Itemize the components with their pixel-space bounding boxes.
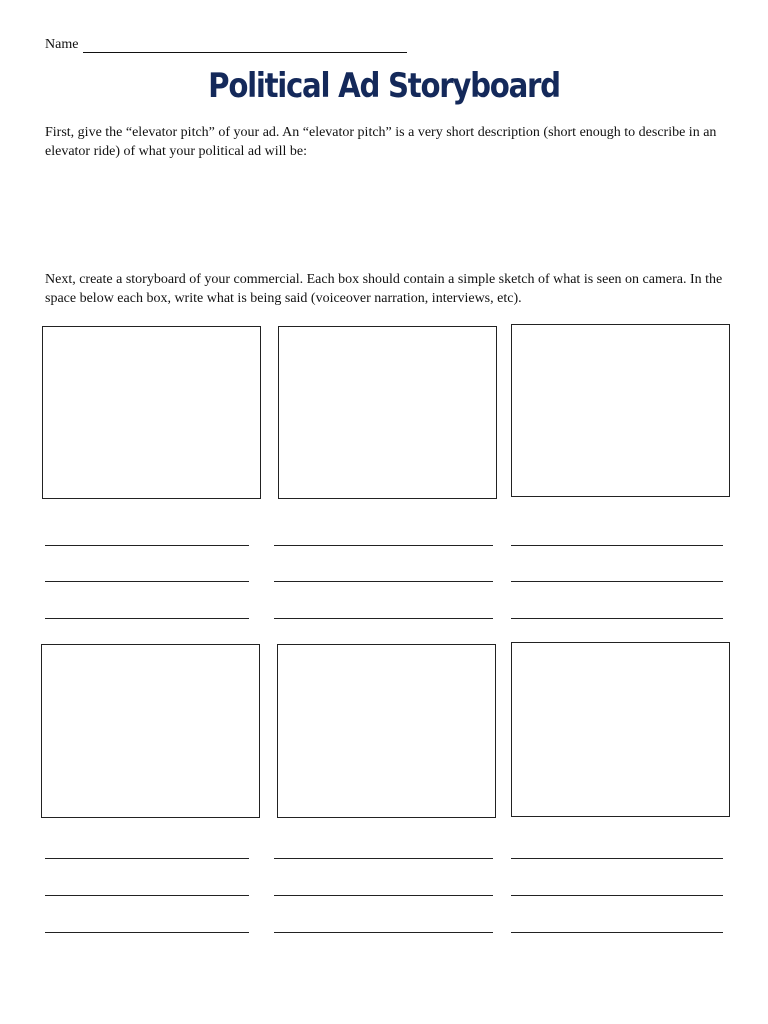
name-field (45, 37, 407, 53)
storyboard-frame-3[interactable] (511, 324, 730, 497)
frame-2-caption-line-1[interactable] (274, 545, 493, 546)
frame-3-caption-line-3[interactable] (511, 618, 723, 619)
frame-4-caption-line-2[interactable] (45, 895, 249, 896)
frame-6-caption-line-1[interactable] (511, 858, 723, 859)
storyboard-frame-4[interactable] (41, 644, 260, 818)
frame-6-caption-line-2[interactable] (511, 895, 723, 896)
frame-2-caption-line-3[interactable] (274, 618, 493, 619)
storyboard-instructions: Next, create a storyboard of your commercial. Each box should contain a simple sketch of what is seen on camera. In the space below each box, write what is being said (voiceover narration, interviews, etc). (45, 272, 723, 306)
frame-1-caption-line-3[interactable] (45, 618, 249, 619)
frame-4-caption-line-3[interactable] (45, 932, 249, 933)
elevator-pitch-answer-area[interactable] (45, 168, 725, 258)
frame-5-caption-line-2[interactable] (274, 895, 493, 896)
frame-1-caption-line-1[interactable] (45, 545, 249, 546)
frame-6-caption-line-3[interactable] (511, 932, 723, 933)
storyboard-frame-6[interactable] (511, 642, 730, 817)
frame-1-caption-line-2[interactable] (45, 581, 249, 582)
frame-4-caption-line-1[interactable] (45, 858, 249, 859)
frame-3-caption-line-1[interactable] (511, 545, 723, 546)
page-title: Political Ad Storyboard (208, 66, 560, 106)
frame-5-caption-line-3[interactable] (274, 932, 493, 933)
storyboard-frame-2[interactable] (278, 326, 497, 499)
name-blank-line[interactable] (83, 38, 407, 53)
name-label: Name (45, 37, 79, 52)
frame-3-caption-line-2[interactable] (511, 581, 723, 582)
frame-5-caption-line-1[interactable] (274, 858, 493, 859)
storyboard-frame-5[interactable] (277, 644, 496, 818)
elevator-pitch-instructions: First, give the “elevator pitch” of your ad. An “elevator pitch” is a very short description (short enough to describe in an elevator ride) of what your political ad will be: (45, 125, 717, 159)
storyboard-frame-1[interactable] (42, 326, 261, 499)
frame-2-caption-line-2[interactable] (274, 581, 493, 582)
